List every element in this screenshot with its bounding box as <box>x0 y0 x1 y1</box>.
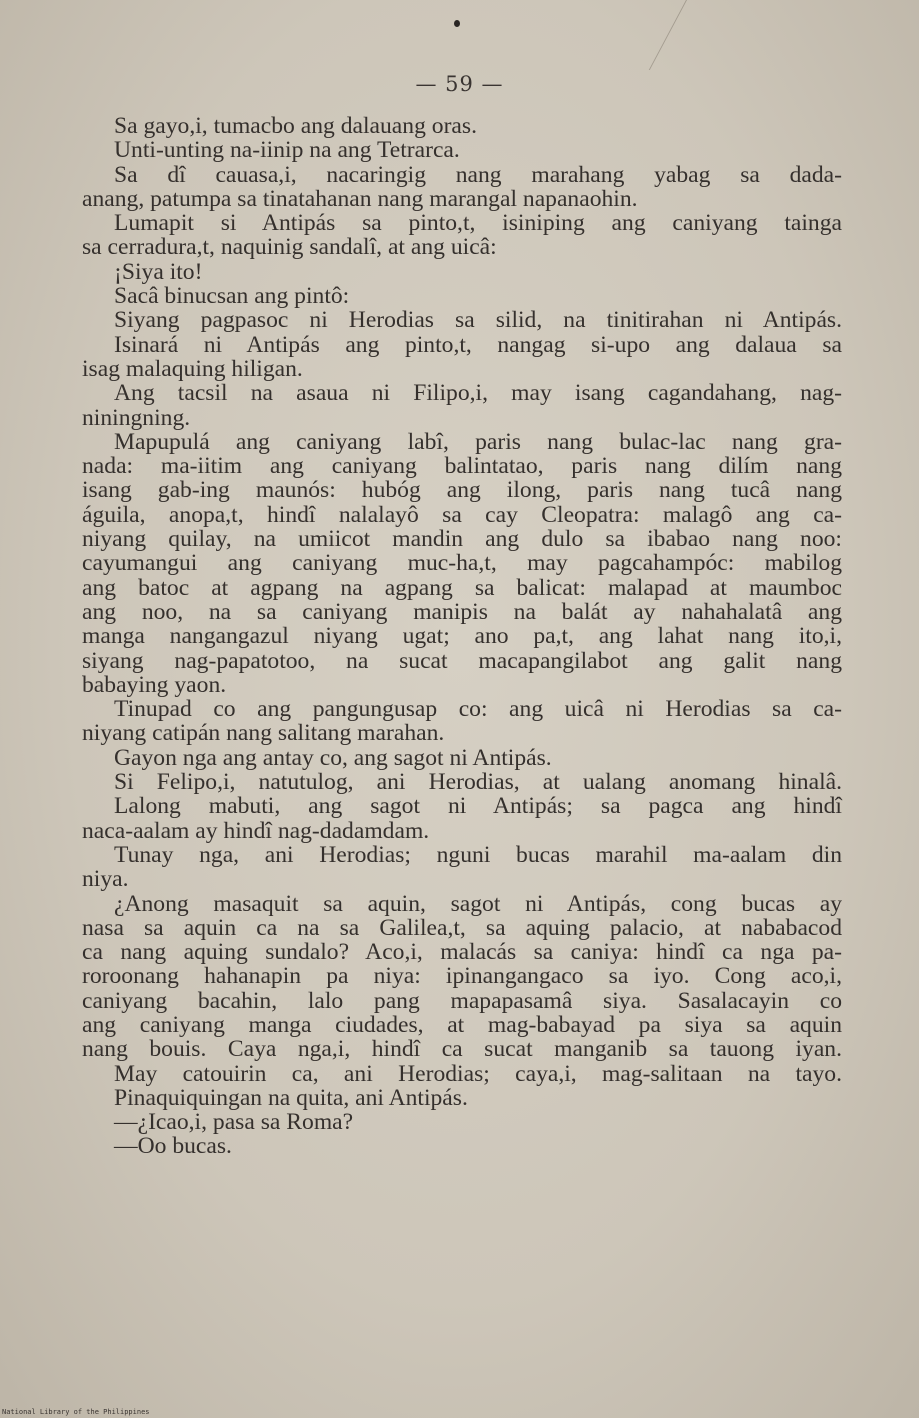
text-line: caniyang bacahin, lalo pang mapapasamâ siya. Sasalacayin co <box>82 987 842 1014</box>
body-text <box>82 114 842 1159</box>
text-line: Unti-unting na-iinip na ang Tetrarca. <box>114 137 460 164</box>
text-line: isag malaquing hiligan. <box>82 355 303 382</box>
text-line: Pinaquiquingan na quita, ani Antipás. <box>114 1084 468 1111</box>
text-line: Lalong mabuti, ang sagot ni Antipás; sa pagca ang hindî <box>114 793 842 820</box>
text-line: manga nangangazul niyang ugat; ano pa,t, ang lahat nang ito,i, <box>82 623 842 650</box>
text-line: sa cerradura,t, naquinig sandalî, at ang uicâ: <box>82 234 497 261</box>
text-line: niningning. <box>82 404 191 431</box>
text-line: Lumapit si Antipás sa pinto,t, isiniping ang caniyang tainga <box>114 210 842 237</box>
text-line: Si Felipo,i, natutulog, ani Herodias, at ualang anomang hinalâ. <box>114 769 842 796</box>
paper-fold-mark <box>649 0 747 70</box>
text-line: ca nang aquing sundalo? Aco,i, malacás sa caniya: hindî ca nga pa- <box>82 939 842 966</box>
text-line: nasa sa aquin ca na sa Galilea,t, sa aquing palacio, at nababacod <box>82 914 842 941</box>
text-line: Isinará ni Antipás ang pinto,t, nangag si-upo ang dalaua sa <box>114 331 842 358</box>
text-line: Ang tacsil na asaua ni Filipo,i, may isang cagandahang, nag- <box>114 380 842 407</box>
text-line: Gayon nga ang antay co, ang sagot ni Antipás. <box>114 744 552 771</box>
text-line: cayumangui ang caniyang muc-ha,t, may pagcahampóc: mabilog <box>82 550 842 577</box>
text-line: niyang catipán nang salitang marahan. <box>82 720 445 747</box>
ink-dot <box>454 20 460 27</box>
text-line: ang batoc at agpang na agpang sa balicat: malapad at maumboc <box>82 574 842 601</box>
text-line: niyang quilay, na umiicot mandin ang dulo sa ibabao nang noo: <box>82 526 842 553</box>
text-line: ¡Siya ito! <box>114 258 203 285</box>
text-line: Sacâ binucsan ang pintô: <box>114 283 350 310</box>
text-line: nang bouis. Caya nga,i, hindî ca sucat manganib sa tauong iyan. <box>82 1036 842 1063</box>
text-line: Sa dî cauasa,i, nacaringig nang marahang yabag sa dada- <box>114 161 842 188</box>
text-line: —Oo bucas. <box>114 1133 232 1160</box>
text-line: ang caniyang manga ciudades, at mag-babayad pa siya sa aquin <box>82 1011 842 1038</box>
text-line: niya. <box>82 866 129 893</box>
text-line: anang, patumpa sa tinatahanan nang marangal napanaohin. <box>82 185 638 212</box>
page-number: — 59 — <box>415 72 504 96</box>
text-line: ¿Anong masaquit sa aquin, sagot ni Antipás, cong bucas ay <box>114 890 842 917</box>
text-line: Sa gayo,i, tumacbo ang dalauang oras. <box>114 113 477 139</box>
text-line: águila, anopa,t, hindî nalalayô sa cay Cleopatra: malagô ang ca- <box>82 501 842 528</box>
text-line: Tunay nga, ani Herodias; nguni bucas marahil ma-aalam din <box>114 841 842 868</box>
footer-credit: National Library of the Philippines <box>2 1408 150 1416</box>
text-line: —¿Icao,i, pasa sa Roma? <box>114 1109 354 1136</box>
text-line: babaying yaon. <box>82 671 227 698</box>
text-line: isang gab-ing maunós: hubóg ang ilong, paris nang tucâ nang <box>82 477 842 504</box>
text-line: siyang nag-papatotoo, na sucat macapangilabot ang galit nang <box>82 647 842 674</box>
text-line: nada: ma-iitim ang caniyang balintatao, paris nang dilím nang <box>82 453 842 480</box>
text-line: Siyang pagpasoc ni Herodias sa silid, na tinitirahan ni Antipás. <box>114 307 842 334</box>
text-line: naca-aalam ay hindî nag-dadamdam. <box>82 817 430 844</box>
text-line: Mapupulá ang caniyang labî, paris nang bulac-lac nang gra- <box>114 428 842 455</box>
text-line: Tinupad co ang pangungusap co: ang uicâ ni Herodias sa ca- <box>114 696 842 723</box>
text-line: May catouirin ca, ani Herodias; caya,i, mag-salitaan na tayo. <box>114 1060 842 1087</box>
text-line: ang noo, na sa caniyang manipis na balát ay nahahalatâ ang <box>82 598 842 625</box>
text-line: roroonang hahanapin pa niya: ipinangangaco sa iyo. Cong aco,i, <box>82 963 842 990</box>
